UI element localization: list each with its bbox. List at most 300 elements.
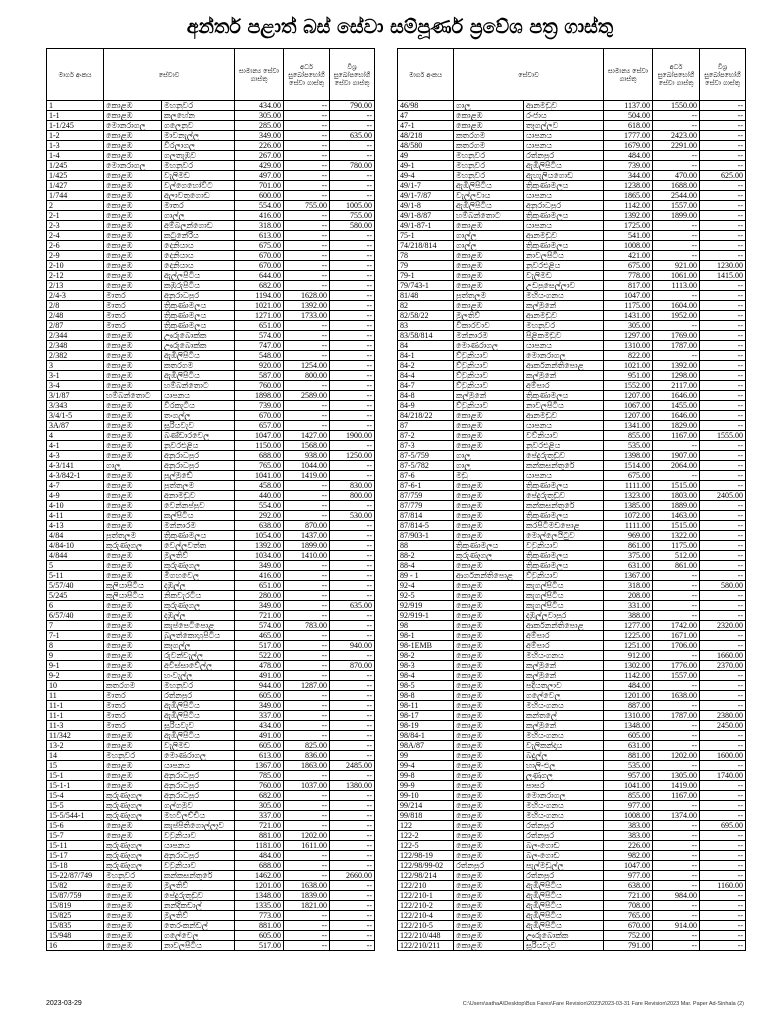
normal-fare-cell: 618.00 xyxy=(604,121,653,131)
route-number-cell: 3-4 xyxy=(47,381,104,391)
route-number-cell: 4/84-10 xyxy=(47,541,104,551)
luxury-fare-cell: -- xyxy=(700,411,746,421)
from-cell: කොළඹ xyxy=(454,591,524,601)
route-number-cell: 98A/87 xyxy=(398,741,454,751)
to-cell: දෙනියාය xyxy=(162,251,235,261)
normal-fare-cell: 752.00 xyxy=(604,931,653,941)
luxury-fare-cell: -- xyxy=(700,301,746,311)
luxury-fare-cell: -- xyxy=(330,151,375,161)
route-number-cell: 11-1 xyxy=(47,701,104,711)
normal-fare-cell: 1679.00 xyxy=(604,141,653,151)
luxury-fare-cell: -- xyxy=(700,121,746,131)
from-cell: කොළඹ xyxy=(104,891,162,901)
from-cell: කොළඹ xyxy=(454,611,524,621)
table-row xyxy=(47,741,375,751)
to-cell: අම්පාර xyxy=(524,631,604,641)
from-cell: කොළඹ xyxy=(104,911,162,921)
from-cell: කොළඹ xyxy=(104,441,162,451)
from-cell: කොළඹ xyxy=(104,821,162,831)
to-cell: ගල්ගමුව xyxy=(162,801,235,811)
to-cell: ත්‍රිකුණාමලය xyxy=(524,551,604,561)
from-cell: මඩු xyxy=(454,471,524,481)
to-cell: අනුරාධපුර xyxy=(162,461,235,471)
normal-fare-cell: 478.00 xyxy=(235,661,284,671)
from-cell: කොළඹ xyxy=(104,651,162,661)
to-cell: ත්‍රිකුණාමලය xyxy=(162,531,235,541)
normal-fare-cell: 1310.00 xyxy=(604,341,653,351)
luxury-fare-cell: -- xyxy=(330,121,375,131)
table-row xyxy=(398,301,746,311)
route-number-cell: 3 xyxy=(47,361,104,371)
from-cell: ඇඹිලිපිටිය xyxy=(454,201,524,211)
to-cell: යාපනය xyxy=(162,391,235,401)
route-number-cell: 78 xyxy=(398,251,454,261)
from-cell: මහනුවර xyxy=(454,161,524,171)
table-row xyxy=(47,471,375,481)
luxury-fare-cell: -- xyxy=(700,781,746,791)
route-number-cell: 10 xyxy=(47,681,104,691)
to-cell: හංවැල්ල xyxy=(162,671,235,681)
route-number-cell: 8 xyxy=(47,641,104,651)
to-cell: කන්කසන්තුරේ xyxy=(524,501,604,511)
table-row xyxy=(47,201,375,211)
from-cell: පුත්තලම xyxy=(454,291,524,301)
semi-luxury-fare-cell: 1392.00 xyxy=(284,301,330,311)
from-cell: ගාලු xyxy=(454,461,524,471)
semi-luxury-fare-cell: -- xyxy=(653,231,700,241)
semi-luxury-fare-cell: 1829.00 xyxy=(653,421,700,431)
normal-fare-cell: 1271.00 xyxy=(235,311,284,321)
table-row xyxy=(47,631,375,641)
normal-fare-cell: 574.00 xyxy=(235,331,284,341)
semi-luxury-fare-cell: -- xyxy=(284,711,330,721)
to-cell: ත්‍රිකුණාමලය xyxy=(162,301,235,311)
table-row xyxy=(47,431,375,441)
table-row xyxy=(398,581,746,591)
from-cell: කොළඹ xyxy=(104,261,162,271)
table-row xyxy=(398,631,746,641)
luxury-fare-cell: -- xyxy=(330,111,375,121)
to-cell: යාපනය xyxy=(524,421,604,431)
route-number-cell: 4-1 xyxy=(47,441,104,451)
luxury-fare-cell: -- xyxy=(330,671,375,681)
to-cell: ඇඹිලිපිටිය xyxy=(524,881,604,891)
luxury-fare-cell: 530.00 xyxy=(330,511,375,521)
route-number-cell: 1-2 xyxy=(47,131,104,141)
normal-fare-cell: 1297.00 xyxy=(604,331,653,341)
normal-fare-cell: 1150.00 xyxy=(235,441,284,451)
luxury-fare-cell: -- xyxy=(330,631,375,641)
table-row xyxy=(47,691,375,701)
route-number-cell: 2-4 xyxy=(47,231,104,241)
table-row xyxy=(47,621,375,631)
normal-fare-cell: 957.00 xyxy=(604,771,653,781)
normal-fare-cell: 605.00 xyxy=(235,691,284,701)
table-row xyxy=(398,121,746,131)
normal-fare-cell: 613.00 xyxy=(235,751,284,761)
to-cell: කැප්පෙටිපොළ xyxy=(162,621,235,631)
route-number-cell: 15-5 xyxy=(47,801,104,811)
semi-luxury-fare-cell: -- xyxy=(284,931,330,941)
to-cell: යාපනය xyxy=(524,471,604,481)
from-cell: කොළඹ xyxy=(454,261,524,271)
route-number-cell: 15-1 xyxy=(47,771,104,781)
table-row xyxy=(47,481,375,491)
normal-fare-cell: 765.00 xyxy=(235,461,284,471)
table-row xyxy=(398,621,746,631)
to-cell: හාලි-එල xyxy=(524,761,604,771)
from-cell: කොළඹ xyxy=(454,111,524,121)
semi-luxury-fare-cell: 1952.00 xyxy=(653,311,700,321)
to-cell: සූරියවැව xyxy=(524,941,604,951)
from-cell: පුත්තලම xyxy=(104,531,162,541)
semi-luxury-fare-cell: -- xyxy=(284,811,330,821)
semi-luxury-fare-cell: -- xyxy=(284,121,330,131)
table-row xyxy=(398,761,746,771)
from-cell: කොළඹ xyxy=(104,101,162,111)
route-number-cell: 74/218/814 xyxy=(398,241,454,251)
semi-luxury-fare-cell: -- xyxy=(284,231,330,241)
luxury-fare-cell: 1660.00 xyxy=(700,651,746,661)
to-cell: පේදුරුතුඩුව xyxy=(524,451,604,461)
table-row xyxy=(47,181,375,191)
to-cell: පේදුරුතුඩුව xyxy=(524,491,604,501)
table-row xyxy=(47,611,375,621)
table-row xyxy=(398,551,746,561)
route-number-cell: 15-1-1 xyxy=(47,781,104,791)
luxury-fare-cell: -- xyxy=(700,471,746,481)
semi-luxury-fare-cell: 1410.00 xyxy=(284,551,330,561)
semi-luxury-fare-cell: 1803.00 xyxy=(653,491,700,501)
table-row xyxy=(47,891,375,901)
to-cell: ආර්කනන්තිපොළ xyxy=(524,361,604,371)
normal-fare-cell: 1047.00 xyxy=(604,861,653,871)
from-cell: කොළඹ xyxy=(104,191,162,201)
luxury-fare-cell: -- xyxy=(330,731,375,741)
normal-fare-cell: 574.00 xyxy=(235,621,284,631)
route-number-cell: 87-5/759 xyxy=(398,451,454,461)
luxury-fare-cell: -- xyxy=(700,871,746,881)
semi-luxury-fare-cell: 1374.00 xyxy=(653,811,700,821)
luxury-fare-cell: -- xyxy=(700,931,746,941)
normal-fare-cell: 522.00 xyxy=(235,651,284,661)
semi-luxury-fare-cell: -- xyxy=(284,271,330,281)
table-row xyxy=(47,581,375,591)
semi-luxury-fare-cell: -- xyxy=(284,631,330,641)
header-normal-fare: සාමාන්‍ය සේවා ගාස්තු xyxy=(235,49,284,101)
luxury-fare-cell: 1900.00 xyxy=(330,431,375,441)
luxury-fare-cell: -- xyxy=(700,841,746,851)
to-cell: නුවරඑළිය xyxy=(162,441,235,451)
normal-fare-cell: 708.00 xyxy=(604,901,653,911)
to-cell: කලහේන xyxy=(162,111,235,121)
semi-luxury-fare-cell: -- xyxy=(653,681,700,691)
table-row xyxy=(47,111,375,121)
to-cell: තංගල්ල xyxy=(162,411,235,421)
route-number-cell: 83/58/814 xyxy=(398,331,454,341)
normal-fare-cell: 554.00 xyxy=(235,201,284,211)
luxury-fare-cell: 1230.00 xyxy=(700,261,746,271)
from-cell: කොළඹ xyxy=(104,471,162,481)
luxury-fare-cell: -- xyxy=(700,901,746,911)
table-row xyxy=(398,371,746,381)
to-cell: බුලත්කොහුපිටිය xyxy=(162,631,235,641)
to-cell: වැලිමඩ xyxy=(524,271,604,281)
normal-fare-cell: 1008.00 xyxy=(604,811,653,821)
semi-luxury-fare-cell: 1863.00 xyxy=(284,761,330,771)
route-number-cell: 15-22/87/749 xyxy=(47,871,104,881)
semi-luxury-fare-cell: -- xyxy=(284,941,330,951)
luxury-fare-cell: 625.00 xyxy=(700,171,746,181)
to-cell: හම්බන්තොට xyxy=(162,381,235,391)
normal-fare-cell: 491.00 xyxy=(235,731,284,741)
normal-fare-cell: 675.00 xyxy=(604,471,653,481)
to-cell: ත්‍රිකුණාමලය xyxy=(524,391,604,401)
route-number-cell: 13-2 xyxy=(47,741,104,751)
semi-luxury-fare-cell: -- xyxy=(284,141,330,151)
route-number-cell: 3/4/1-5 xyxy=(47,411,104,421)
route-number-cell: 87/759 xyxy=(398,491,454,501)
semi-luxury-fare-cell: -- xyxy=(653,911,700,921)
from-cell: හම්බන්තොට xyxy=(104,391,162,401)
semi-luxury-fare-cell: -- xyxy=(284,791,330,801)
from-cell: කොළඹ xyxy=(454,601,524,611)
semi-luxury-fare-cell: 1907.00 xyxy=(653,451,700,461)
route-number-cell: 87-2 xyxy=(398,431,454,441)
from-cell: ගාලු xyxy=(454,451,524,461)
table-row xyxy=(47,681,375,691)
route-number-cell: 15/819 xyxy=(47,901,104,911)
route-number-cell: 99-4 xyxy=(398,761,454,771)
route-number-cell: 14 xyxy=(47,751,104,761)
table-row xyxy=(398,171,746,181)
to-cell: කන්කසන්තුරේ xyxy=(162,871,235,881)
to-cell: පාසර xyxy=(524,781,604,791)
from-cell: කොළඹ xyxy=(104,431,162,441)
to-cell: යාපනය xyxy=(162,841,235,851)
to-cell: ඇල්ලපිටිය xyxy=(162,271,235,281)
table-row xyxy=(398,491,746,501)
to-cell: පේදුරුතුඩුව xyxy=(162,891,235,901)
from-cell: කොළඹ xyxy=(104,241,162,251)
semi-luxury-fare-cell: -- xyxy=(653,111,700,121)
semi-luxury-fare-cell: 2589.00 xyxy=(284,391,330,401)
normal-fare-cell: 912.00 xyxy=(604,651,653,661)
to-cell: යාපනය xyxy=(162,761,235,771)
route-number-cell: 87-3 xyxy=(398,441,454,451)
from-cell: කොළඹ xyxy=(104,511,162,521)
luxury-fare-cell: 790.00 xyxy=(330,101,375,111)
semi-luxury-fare-cell: -- xyxy=(284,861,330,871)
normal-fare-cell: 267.00 xyxy=(235,151,284,161)
route-number-cell: 122/210-5 xyxy=(398,921,454,931)
normal-fare-cell: 670.00 xyxy=(235,251,284,261)
normal-fare-cell: 1207.00 xyxy=(604,391,653,401)
normal-fare-cell: 1225.00 xyxy=(604,631,653,641)
route-number-cell: 122/98/99-02 xyxy=(398,861,454,871)
to-cell: මහියංගනය xyxy=(524,811,604,821)
table-row xyxy=(398,591,746,601)
normal-fare-cell: 760.00 xyxy=(235,781,284,791)
from-cell: කුරුණෑගල xyxy=(104,791,162,801)
to-cell: නාවලපිටිය xyxy=(524,251,604,261)
semi-luxury-fare-cell: -- xyxy=(284,221,330,231)
from-cell: කොළඹ xyxy=(454,921,524,931)
table-row xyxy=(47,291,375,301)
route-number-cell: 84-8 xyxy=(398,391,454,401)
route-number-cell: 98-3 xyxy=(398,661,454,671)
luxury-fare-cell: 1005.00 xyxy=(330,201,375,211)
normal-fare-cell: 944.00 xyxy=(235,681,284,691)
table-row xyxy=(47,651,375,661)
semi-luxury-fare-cell: -- xyxy=(284,251,330,261)
route-number-cell: 84-4 xyxy=(398,371,454,381)
to-cell: කල්මුනේ xyxy=(524,371,604,381)
to-cell: යාපනය xyxy=(524,191,604,201)
semi-luxury-fare-cell: -- xyxy=(653,741,700,751)
from-cell: කොළඹ xyxy=(104,941,162,951)
header-route-no: මාර්ග අංකය xyxy=(47,49,104,101)
route-number-cell: 84-7 xyxy=(398,381,454,391)
luxury-fare-cell: 2405.00 xyxy=(700,491,746,501)
luxury-fare-cell: -- xyxy=(330,501,375,511)
from-cell: කුරුණෑගල xyxy=(104,801,162,811)
from-cell: කොළඹ xyxy=(104,621,162,631)
table-row xyxy=(47,341,375,351)
route-number-cell: 4-10 xyxy=(47,501,104,511)
normal-fare-cell: 440.00 xyxy=(235,491,284,501)
luxury-fare-cell: -- xyxy=(700,281,746,291)
from-cell: කොළඹ xyxy=(454,301,524,311)
from-cell: කොළඹ xyxy=(104,201,162,211)
to-cell: ඇහැලියගොඩ xyxy=(524,171,604,181)
route-number-cell: 49 xyxy=(398,151,454,161)
semi-luxury-fare-cell: -- xyxy=(653,821,700,831)
route-number-cell: 11 xyxy=(47,691,104,701)
route-number-cell: 122/210 xyxy=(398,881,454,891)
normal-fare-cell: 773.00 xyxy=(235,911,284,921)
table-row xyxy=(47,731,375,741)
from-cell: කොළඹ xyxy=(454,431,524,441)
to-cell: ඇඹිලිපිටිය xyxy=(162,371,235,381)
route-number-cell: 49/1-8/87 xyxy=(398,211,454,221)
from-cell: කොළඹ xyxy=(104,171,162,181)
normal-fare-cell: 855.00 xyxy=(604,791,653,801)
to-cell: කැගල්පිටිය xyxy=(524,581,604,591)
table-row xyxy=(47,911,375,921)
table-row xyxy=(398,841,746,851)
table-row xyxy=(398,641,746,651)
from-cell: කොළඹ xyxy=(104,331,162,341)
semi-luxury-fare-cell: 1167.00 xyxy=(653,431,700,441)
table-row xyxy=(47,271,375,281)
semi-luxury-fare-cell: 921.00 xyxy=(653,261,700,271)
table-row xyxy=(398,321,746,331)
luxury-fare-cell: 870.00 xyxy=(330,661,375,671)
to-cell: දෙනියාය xyxy=(162,261,235,271)
normal-fare-cell: 1398.00 xyxy=(604,451,653,461)
semi-luxury-fare-cell: 783.00 xyxy=(284,621,330,631)
route-number-cell: 87/779 xyxy=(398,501,454,511)
to-cell: කල්පිටිය xyxy=(162,511,235,521)
from-cell: කොළඹ xyxy=(454,671,524,681)
from-cell: කොළඹ xyxy=(104,481,162,491)
to-cell: ඇඹිලිපිටිය xyxy=(162,351,235,361)
normal-fare-cell: 226.00 xyxy=(604,841,653,851)
from-cell: ව්වුනියාව xyxy=(454,351,524,361)
from-cell: කොළඹ xyxy=(454,721,524,731)
from-cell: කොළඹ xyxy=(454,761,524,771)
table-row xyxy=(47,931,375,941)
normal-fare-cell: 1302.00 xyxy=(604,661,653,671)
luxury-fare-cell: -- xyxy=(330,311,375,321)
normal-fare-cell: 484.00 xyxy=(604,151,653,161)
to-cell: ඌරුබොක්ක xyxy=(162,331,235,341)
to-cell: යාපනය xyxy=(524,341,604,351)
from-cell: කොළඹ xyxy=(454,271,524,281)
to-cell: වැලිකන්දාය xyxy=(524,741,604,751)
luxury-fare-cell: -- xyxy=(330,651,375,661)
table-row xyxy=(398,741,746,751)
from-cell: කොළඹ xyxy=(454,251,524,261)
semi-luxury-fare-cell: -- xyxy=(653,901,700,911)
table-row xyxy=(47,551,375,561)
semi-luxury-fare-cell: 2423.00 xyxy=(653,131,700,141)
table-row xyxy=(47,301,375,311)
header-normal-fare: සාමාන්‍ය සේවා ගාස්තු xyxy=(604,49,653,101)
luxury-fare-cell: -- xyxy=(700,331,746,341)
to-cell: ත්‍රිකුණාමලය xyxy=(162,321,235,331)
semi-luxury-fare-cell: 861.00 xyxy=(653,561,700,571)
luxury-fare-cell: -- xyxy=(330,331,375,341)
route-number-cell: 48/218 xyxy=(398,131,454,141)
to-cell: නුවරඑළිය xyxy=(524,441,604,451)
luxury-fare-cell: -- xyxy=(700,361,746,371)
semi-luxury-fare-cell: -- xyxy=(653,241,700,251)
normal-fare-cell: 416.00 xyxy=(235,571,284,581)
luxury-fare-cell: -- xyxy=(700,141,746,151)
luxury-fare-cell: -- xyxy=(700,831,746,841)
luxury-fare-cell: -- xyxy=(700,351,746,361)
to-cell: වල්ගෙහෝවිට xyxy=(162,181,235,191)
to-cell: ඇඹිලිපිටිය xyxy=(162,711,235,721)
normal-fare-cell: 1777.00 xyxy=(604,131,653,141)
table-row xyxy=(47,751,375,761)
from-cell: කොළඹ xyxy=(454,561,524,571)
table-row xyxy=(398,351,746,361)
table-row xyxy=(47,351,375,361)
route-number-cell: 79/743-1 xyxy=(398,281,454,291)
to-cell: රත්නපුර xyxy=(524,871,604,881)
route-number-cell: 11/342 xyxy=(47,731,104,741)
semi-luxury-fare-cell: 1392.00 xyxy=(653,361,700,371)
table-row xyxy=(47,771,375,781)
route-number-cell: 1-4 xyxy=(47,151,104,161)
from-cell: කොළඹ xyxy=(104,181,162,191)
route-number-cell: 4-3/141 xyxy=(47,461,104,471)
table-row xyxy=(398,291,746,301)
normal-fare-cell: 1385.00 xyxy=(604,501,653,511)
normal-fare-cell: 1111.00 xyxy=(604,521,653,531)
semi-luxury-fare-cell: -- xyxy=(284,671,330,681)
semi-luxury-fare-cell: 800.00 xyxy=(284,371,330,381)
luxury-fare-cell: 830.00 xyxy=(330,481,375,491)
normal-fare-cell: 1021.00 xyxy=(235,301,284,311)
to-cell: මොල්ලෙයිටුව xyxy=(524,531,604,541)
normal-fare-cell: 1341.00 xyxy=(604,421,653,431)
semi-luxury-fare-cell: -- xyxy=(284,651,330,661)
semi-luxury-fare-cell: -- xyxy=(284,421,330,431)
